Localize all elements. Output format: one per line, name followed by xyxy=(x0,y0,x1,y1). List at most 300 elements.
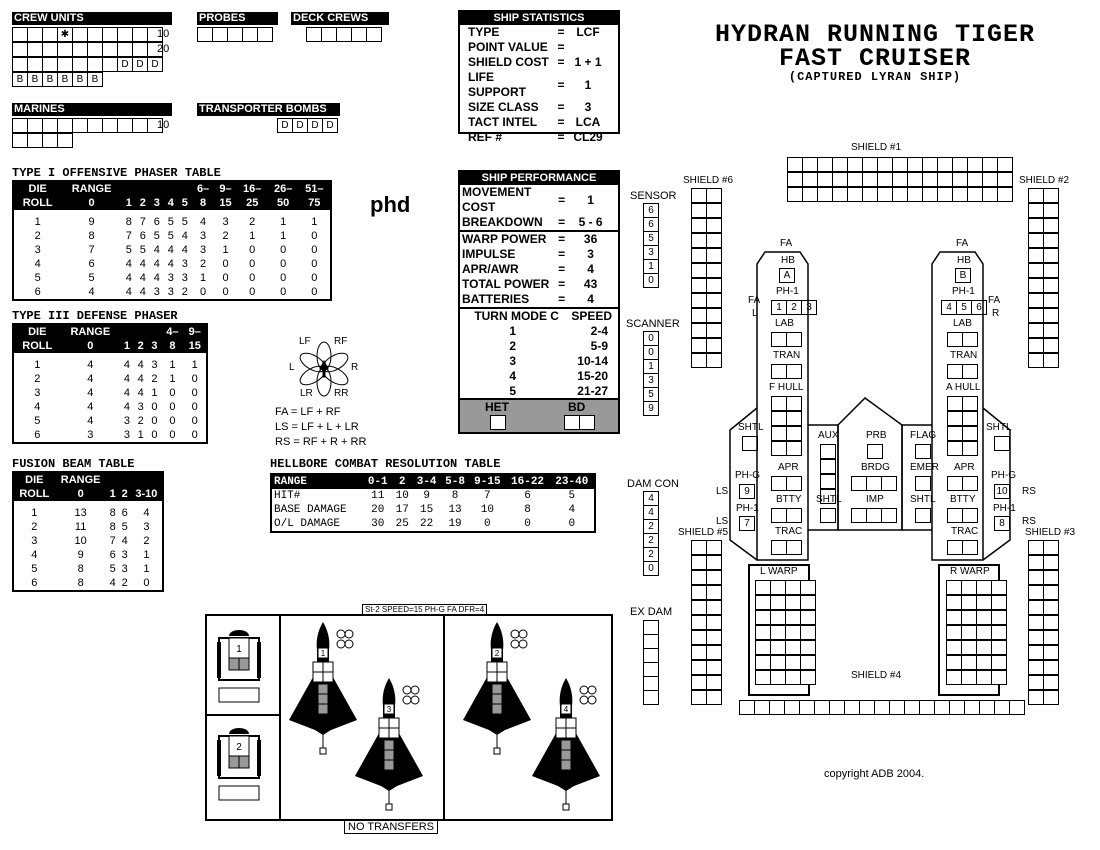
shield4-box[interactable] xyxy=(829,700,845,715)
shield4-box[interactable] xyxy=(814,700,830,715)
lwarp-box[interactable] xyxy=(785,655,801,670)
shield2[interactable] xyxy=(1028,248,1058,262)
shield5[interactable] xyxy=(691,630,721,644)
admin-shuttle-2[interactable] xyxy=(209,726,269,806)
shield1-box[interactable] xyxy=(952,172,968,187)
sensor-box[interactable]: 3 xyxy=(643,245,659,260)
ph1-box[interactable]: 3 xyxy=(801,300,817,315)
scanner-track[interactable] xyxy=(643,331,658,415)
ph1-right-box[interactable]: 8 xyxy=(994,516,1010,531)
exdam-box[interactable] xyxy=(643,620,659,635)
deck-crew-box[interactable] xyxy=(321,27,337,42)
shield5[interactable] xyxy=(691,645,721,659)
shield2[interactable] xyxy=(1028,293,1058,307)
shield3-box[interactable] xyxy=(1028,570,1044,585)
probe-box[interactable] xyxy=(227,27,243,42)
shield3[interactable] xyxy=(1028,570,1058,584)
rwarp[interactable] xyxy=(946,670,1006,684)
shield2[interactable] xyxy=(1028,353,1058,367)
deck-crew-box[interactable] xyxy=(306,27,322,42)
shield5-box[interactable] xyxy=(691,600,707,615)
shield3-box[interactable] xyxy=(1043,585,1059,600)
shield3[interactable] xyxy=(1028,660,1058,674)
shield2-box[interactable] xyxy=(1043,218,1059,233)
crew-box[interactable] xyxy=(27,27,43,42)
shield3-box[interactable] xyxy=(1028,675,1044,690)
lwarp-box[interactable] xyxy=(770,625,786,640)
rwarp-box[interactable] xyxy=(991,580,1007,595)
lwarp-box[interactable] xyxy=(800,625,816,640)
rwarp[interactable] xyxy=(946,655,1006,669)
shield5[interactable] xyxy=(691,660,721,674)
shield4-box[interactable] xyxy=(904,700,920,715)
shield4-box[interactable] xyxy=(994,700,1010,715)
lwarp-box[interactable] xyxy=(785,640,801,655)
shield6-box[interactable] xyxy=(691,218,707,233)
shield1-box[interactable] xyxy=(907,187,923,202)
shield4-box[interactable] xyxy=(979,700,995,715)
shield6-box[interactable] xyxy=(691,203,707,218)
crew-box[interactable] xyxy=(72,57,88,72)
damcon-box[interactable]: 2 xyxy=(643,533,659,548)
shield3-box[interactable] xyxy=(1043,630,1059,645)
shield1[interactable] xyxy=(787,187,1012,201)
sensor-box[interactable]: 6 xyxy=(643,203,659,218)
hb-b-box[interactable]: B xyxy=(955,268,971,283)
shield1-box[interactable] xyxy=(787,157,803,172)
crew-box[interactable] xyxy=(102,42,118,57)
shield1-box[interactable] xyxy=(817,172,833,187)
deck-crew-box[interactable] xyxy=(366,27,382,42)
lwarp[interactable] xyxy=(755,625,815,639)
het-box[interactable] xyxy=(490,415,506,430)
shield4-box[interactable] xyxy=(889,700,905,715)
rwarp-box[interactable] xyxy=(991,595,1007,610)
lwarp-box[interactable] xyxy=(785,625,801,640)
shield5[interactable] xyxy=(691,675,721,689)
scanner-box[interactable]: 1 xyxy=(643,359,659,374)
lwarp[interactable] xyxy=(755,655,815,669)
shield1-box[interactable] xyxy=(847,187,863,202)
rwarp-box[interactable] xyxy=(961,595,977,610)
marine-box[interactable] xyxy=(27,133,43,148)
shield5-box[interactable] xyxy=(706,690,722,705)
crew-box[interactable] xyxy=(42,42,58,57)
shield2[interactable] xyxy=(1028,323,1058,337)
shield6[interactable] xyxy=(691,218,721,232)
marine-box[interactable] xyxy=(42,118,58,133)
shield2[interactable] xyxy=(1028,308,1058,322)
damcon-box[interactable]: 4 xyxy=(643,491,659,506)
crew-box[interactable] xyxy=(12,42,28,57)
lwarp-box[interactable] xyxy=(755,670,771,685)
lwarp-box[interactable] xyxy=(755,595,771,610)
shield2[interactable] xyxy=(1028,263,1058,277)
lwarp-box[interactable] xyxy=(755,640,771,655)
rwarp-box[interactable] xyxy=(946,640,962,655)
shield6[interactable] xyxy=(691,203,721,217)
ph1-box[interactable]: 1 xyxy=(771,300,787,315)
lwarp-box[interactable] xyxy=(800,670,816,685)
shield2[interactable] xyxy=(1028,233,1058,247)
shield2-box[interactable] xyxy=(1028,263,1044,278)
tbomb-box[interactable]: D xyxy=(307,118,323,133)
marine-box[interactable] xyxy=(42,133,58,148)
ph1-box[interactable]: 5 xyxy=(956,300,972,315)
shield5-box[interactable] xyxy=(691,585,707,600)
crew-d-box[interactable]: D xyxy=(147,57,163,72)
probe-boxes[interactable] xyxy=(197,27,272,41)
crew-box[interactable] xyxy=(42,27,58,42)
shield2-box[interactable] xyxy=(1028,203,1044,218)
shield5-box[interactable] xyxy=(691,630,707,645)
rwarp-box[interactable] xyxy=(961,610,977,625)
shield1-box[interactable] xyxy=(967,187,983,202)
shield1-box[interactable] xyxy=(877,187,893,202)
lwarp-box[interactable] xyxy=(800,655,816,670)
shield2-box[interactable] xyxy=(1028,218,1044,233)
rwarp-box[interactable] xyxy=(991,655,1007,670)
crew-b-box[interactable]: B xyxy=(12,72,28,87)
shield2-box[interactable] xyxy=(1028,353,1044,368)
shield2-box[interactable] xyxy=(1043,323,1059,338)
rwarp-box[interactable] xyxy=(946,595,962,610)
probe-box[interactable] xyxy=(257,27,273,42)
shield3-box[interactable] xyxy=(1043,660,1059,675)
shield5-box[interactable] xyxy=(691,615,707,630)
lwarp-box[interactable] xyxy=(755,580,771,595)
rwarp-box[interactable] xyxy=(961,670,977,685)
shield1-box[interactable] xyxy=(907,157,923,172)
crew-star-box[interactable]: ✱ xyxy=(57,27,73,42)
crew-box[interactable] xyxy=(57,42,73,57)
shield2-box[interactable] xyxy=(1043,278,1059,293)
shield1-box[interactable] xyxy=(802,172,818,187)
exdam-box[interactable] xyxy=(643,662,659,677)
shield4-box[interactable] xyxy=(784,700,800,715)
deck-crew-boxes[interactable] xyxy=(306,27,381,41)
shield4-box[interactable] xyxy=(769,700,785,715)
marine-box[interactable] xyxy=(12,133,28,148)
shield1-box[interactable] xyxy=(787,172,803,187)
damcon-box[interactable]: 2 xyxy=(643,519,659,534)
shield3-box[interactable] xyxy=(1028,555,1044,570)
shield3-box[interactable] xyxy=(1028,690,1044,705)
crew-d-box[interactable]: D xyxy=(117,57,133,72)
exdam-box[interactable] xyxy=(643,676,659,691)
shield3[interactable] xyxy=(1028,690,1058,704)
crew-box[interactable] xyxy=(72,42,88,57)
shield5-box[interactable] xyxy=(691,570,707,585)
crew-b-box[interactable]: B xyxy=(42,72,58,87)
lwarp-box[interactable] xyxy=(785,610,801,625)
lwarp-box[interactable] xyxy=(770,580,786,595)
crew-box[interactable] xyxy=(102,27,118,42)
lwarp-box[interactable] xyxy=(755,655,771,670)
lwarp[interactable] xyxy=(755,580,815,594)
scanner-box[interactable]: 5 xyxy=(643,387,659,402)
shield1-box[interactable] xyxy=(952,187,968,202)
shield2-box[interactable] xyxy=(1043,353,1059,368)
shield1-box[interactable] xyxy=(802,157,818,172)
lwarp-box[interactable] xyxy=(785,670,801,685)
shield1[interactable] xyxy=(787,157,1012,171)
shield6-box[interactable] xyxy=(691,188,707,203)
probe-box[interactable] xyxy=(212,27,228,42)
shield2[interactable] xyxy=(1028,188,1058,202)
shield1-box[interactable] xyxy=(937,157,953,172)
rwarp-box[interactable] xyxy=(976,610,992,625)
shield3[interactable] xyxy=(1028,630,1058,644)
shield2[interactable] xyxy=(1028,338,1058,352)
shield3-box[interactable] xyxy=(1043,570,1059,585)
shield1-box[interactable] xyxy=(922,157,938,172)
lwarp[interactable] xyxy=(755,610,815,624)
shield1-box[interactable] xyxy=(967,157,983,172)
tbomb-box[interactable]: D xyxy=(292,118,308,133)
shield2[interactable] xyxy=(1028,278,1058,292)
lwarp-box[interactable] xyxy=(770,640,786,655)
shield2-box[interactable] xyxy=(1043,293,1059,308)
shield2-box[interactable] xyxy=(1028,338,1044,353)
crew-b-box[interactable]: B xyxy=(57,72,73,87)
lwarp[interactable] xyxy=(755,595,815,609)
lwarp-box[interactable] xyxy=(785,595,801,610)
shield1-box[interactable] xyxy=(892,187,908,202)
shield1-box[interactable] xyxy=(832,187,848,202)
shield4-box[interactable] xyxy=(739,700,755,715)
marine-box[interactable] xyxy=(72,118,88,133)
rwarp-box[interactable] xyxy=(961,655,977,670)
shield3[interactable] xyxy=(1028,675,1058,689)
exdam-box[interactable] xyxy=(643,634,659,649)
rwarp-box[interactable] xyxy=(976,640,992,655)
ph1-left-box[interactable]: 7 xyxy=(739,516,755,531)
shield1-box[interactable] xyxy=(802,187,818,202)
marine-box[interactable] xyxy=(27,118,43,133)
shield1-box[interactable] xyxy=(982,172,998,187)
ph1-box[interactable]: 4 xyxy=(941,300,957,315)
damcon-box[interactable]: 2 xyxy=(643,547,659,562)
shield3-box[interactable] xyxy=(1043,600,1059,615)
shield2-box[interactable] xyxy=(1028,233,1044,248)
shield5-box[interactable] xyxy=(706,630,722,645)
lwarp[interactable] xyxy=(755,670,815,684)
crew-box[interactable] xyxy=(27,57,43,72)
shield5-box[interactable] xyxy=(706,615,722,630)
rwarp-box[interactable] xyxy=(976,655,992,670)
shield2-box[interactable] xyxy=(1043,203,1059,218)
shield3[interactable] xyxy=(1028,585,1058,599)
shield2[interactable] xyxy=(1028,203,1058,217)
sensor-box[interactable]: 0 xyxy=(643,273,659,288)
rwarp-box[interactable] xyxy=(946,610,962,625)
shield4-box[interactable] xyxy=(934,700,950,715)
marine-box[interactable] xyxy=(57,118,73,133)
shield1-box[interactable] xyxy=(892,157,908,172)
lwarp-box[interactable] xyxy=(785,580,801,595)
rwarp-box[interactable] xyxy=(991,610,1007,625)
rwarp-box[interactable] xyxy=(946,670,962,685)
shield2-box[interactable] xyxy=(1043,263,1059,278)
bd-boxes[interactable] xyxy=(564,415,594,429)
tbomb-boxes[interactable] xyxy=(277,118,337,132)
shield4-box[interactable] xyxy=(874,700,890,715)
exdam-box[interactable] xyxy=(643,648,659,663)
shield1-box[interactable] xyxy=(877,157,893,172)
shield2-box[interactable] xyxy=(1028,278,1044,293)
shield3-box[interactable] xyxy=(1043,675,1059,690)
shield2-box[interactable] xyxy=(1043,233,1059,248)
shield2-box[interactable] xyxy=(1043,308,1059,323)
shield2-box[interactable] xyxy=(1043,248,1059,263)
rwarp-box[interactable] xyxy=(961,625,977,640)
shield5-box[interactable] xyxy=(706,600,722,615)
crew-b-box[interactable]: B xyxy=(27,72,43,87)
shield3[interactable] xyxy=(1028,615,1058,629)
shield6-box[interactable] xyxy=(706,188,722,203)
rwarp-box[interactable] xyxy=(991,640,1007,655)
shield4-box[interactable] xyxy=(859,700,875,715)
ph1-box[interactable]: 2 xyxy=(786,300,802,315)
marine-box[interactable] xyxy=(102,118,118,133)
shield3[interactable] xyxy=(1028,600,1058,614)
lwarp-box[interactable] xyxy=(800,640,816,655)
crew-d-box[interactable]: D xyxy=(132,57,148,72)
marine-box[interactable] xyxy=(87,118,103,133)
shield3-box[interactable] xyxy=(1028,660,1044,675)
crew-box[interactable] xyxy=(42,57,58,72)
crew-box[interactable] xyxy=(87,57,103,72)
shield1-box[interactable] xyxy=(937,172,953,187)
shield4-box[interactable] xyxy=(754,700,770,715)
shield1-box[interactable] xyxy=(847,157,863,172)
shield4[interactable] xyxy=(739,700,1024,714)
scanner-box[interactable]: 0 xyxy=(643,345,659,360)
exdam-box[interactable] xyxy=(643,690,659,705)
marine-box[interactable] xyxy=(12,118,28,133)
rwarp-box[interactable] xyxy=(961,640,977,655)
shield1-box[interactable] xyxy=(862,157,878,172)
tbomb-box[interactable]: D xyxy=(322,118,338,133)
shield3-box[interactable] xyxy=(1043,690,1059,705)
shield1-box[interactable] xyxy=(817,187,833,202)
shield1-box[interactable] xyxy=(847,172,863,187)
shield1-box[interactable] xyxy=(952,157,968,172)
shield5-box[interactable] xyxy=(706,585,722,600)
shield2-box[interactable] xyxy=(1028,293,1044,308)
phg-right-box[interactable]: 10 xyxy=(994,484,1010,499)
shield1-box[interactable] xyxy=(997,172,1013,187)
scanner-box[interactable]: 0 xyxy=(643,331,659,346)
shield4-box[interactable] xyxy=(1009,700,1025,715)
marine-box[interactable] xyxy=(132,118,148,133)
shield3-box[interactable] xyxy=(1043,555,1059,570)
shield5-box[interactable] xyxy=(691,660,707,675)
shield1-box[interactable] xyxy=(787,187,803,202)
shield5-box[interactable] xyxy=(691,675,707,690)
sensor-box[interactable]: 6 xyxy=(643,217,659,232)
shield5-box[interactable] xyxy=(691,645,707,660)
rwarp-box[interactable] xyxy=(991,625,1007,640)
lwarp-box[interactable] xyxy=(800,595,816,610)
shield1-box[interactable] xyxy=(817,157,833,172)
exdam-track[interactable] xyxy=(643,620,658,704)
crew-box[interactable] xyxy=(57,57,73,72)
shield6[interactable] xyxy=(691,188,721,202)
shield2-box[interactable] xyxy=(1028,248,1044,263)
probe-box[interactable] xyxy=(242,27,258,42)
lwarp-box[interactable] xyxy=(770,595,786,610)
shield2-box[interactable] xyxy=(1028,323,1044,338)
shield4-box[interactable] xyxy=(919,700,935,715)
shield2-box[interactable] xyxy=(1043,338,1059,353)
shield5-box[interactable] xyxy=(706,675,722,690)
crew-box[interactable] xyxy=(132,27,148,42)
lwarp-box[interactable] xyxy=(755,625,771,640)
shield1-box[interactable] xyxy=(862,172,878,187)
shield5-box[interactable] xyxy=(706,570,722,585)
shield5[interactable] xyxy=(691,570,721,584)
shield1-box[interactable] xyxy=(967,172,983,187)
shield3[interactable] xyxy=(1028,540,1058,554)
shield2-box[interactable] xyxy=(1043,188,1059,203)
shield1-box[interactable] xyxy=(997,187,1013,202)
shield1-box[interactable] xyxy=(832,172,848,187)
scanner-box[interactable]: 9 xyxy=(643,401,659,416)
rwarp-box[interactable] xyxy=(961,580,977,595)
shield3-box[interactable] xyxy=(1028,645,1044,660)
sensor-box[interactable]: 1 xyxy=(643,259,659,274)
shield1-box[interactable] xyxy=(892,172,908,187)
rwarp[interactable] xyxy=(946,625,1006,639)
shield3-box[interactable] xyxy=(1043,615,1059,630)
crew-box[interactable] xyxy=(102,57,118,72)
rwarp-box[interactable] xyxy=(976,625,992,640)
crew-box[interactable] xyxy=(72,27,88,42)
fighter-4[interactable] xyxy=(524,676,608,816)
crew-box[interactable] xyxy=(87,27,103,42)
shield5[interactable] xyxy=(691,615,721,629)
shield5[interactable] xyxy=(691,585,721,599)
deck-crew-box[interactable] xyxy=(351,27,367,42)
shield4-box[interactable] xyxy=(844,700,860,715)
shield2[interactable] xyxy=(1028,218,1058,232)
rwarp-box[interactable] xyxy=(946,655,962,670)
shield3-box[interactable] xyxy=(1043,540,1059,555)
crew-box[interactable] xyxy=(12,57,28,72)
lwarp-box[interactable] xyxy=(770,670,786,685)
shield5[interactable] xyxy=(691,600,721,614)
crew-box[interactable] xyxy=(117,42,133,57)
tbomb-box[interactable]: D xyxy=(277,118,293,133)
shield5[interactable] xyxy=(691,690,721,704)
shield1-box[interactable] xyxy=(832,157,848,172)
phg-left-box[interactable]: 9 xyxy=(739,484,755,499)
shield1-box[interactable] xyxy=(997,157,1013,172)
rwarp-box[interactable] xyxy=(976,595,992,610)
shield1-box[interactable] xyxy=(982,157,998,172)
rwarp-box[interactable] xyxy=(946,625,962,640)
sensor-track[interactable] xyxy=(643,203,658,287)
shield1[interactable] xyxy=(787,172,1012,186)
shield3-box[interactable] xyxy=(1028,600,1044,615)
crew-b-box[interactable]: B xyxy=(87,72,103,87)
shield6-box[interactable] xyxy=(706,203,722,218)
rwarp-box[interactable] xyxy=(976,580,992,595)
rwarp[interactable] xyxy=(946,640,1006,654)
shield4-box[interactable] xyxy=(799,700,815,715)
